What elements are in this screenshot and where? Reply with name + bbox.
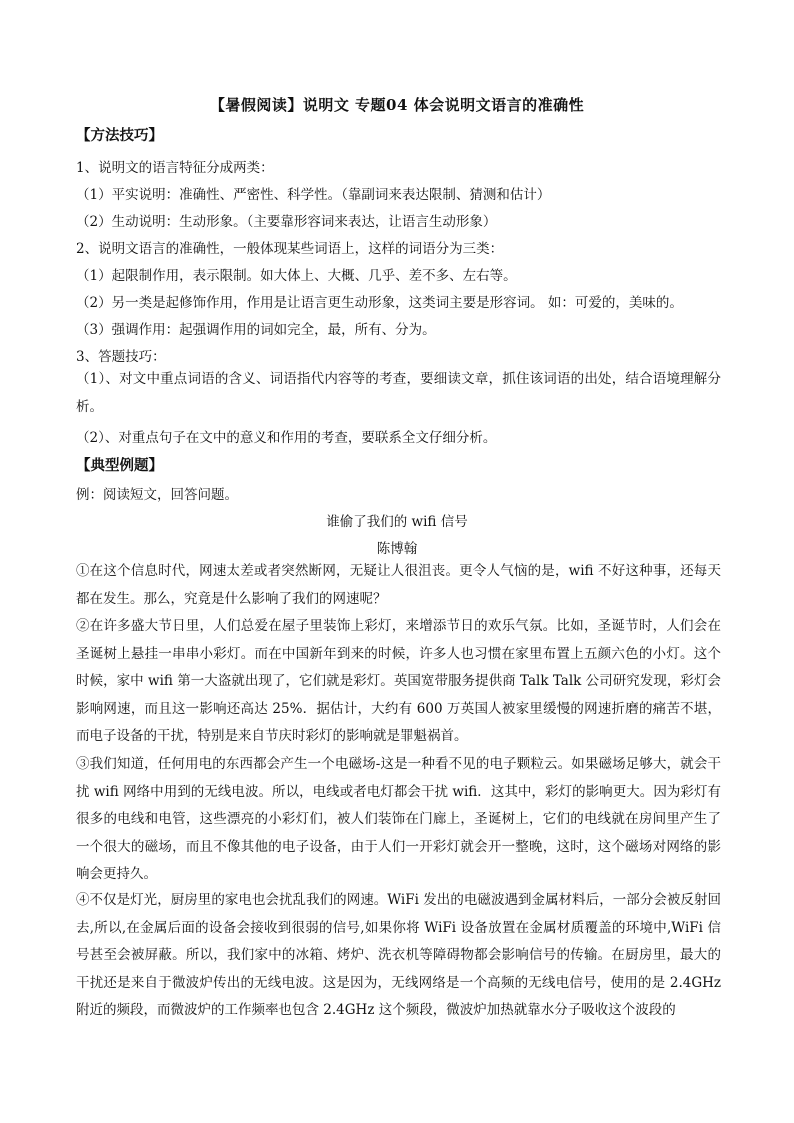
article-paragraph-4: ④不仅是灯光，厨房里的家电也会扰乱我们的网速。WiFi 发出的电磁波遇到金属材料后，一部分会被反射回去,所以,在金属后面的设备会接收到很弱的信号,如果你将 WiFi 设备放置在金属材质覆盖的环境中,WiFi 信号甚至会被屏蔽。所以，我们家中的冰箱、烤炉、洗衣机等障碍物都会影响信号的传输。在厨房里，最大的干扰还是来自于微波炉传出的无线电波。这是因为，无线网络是一个高频的无线电信号，使用的是 2.4GHz 附近的频段，而微波炉的工作频率也包含 2.4GHz 这个频段，微波炉加热就靠水分子吸收这个波段的	[76, 892, 721, 1018]
section-heading-examples: 【典型例题】	[76, 457, 163, 474]
article-author: 陈博翰	[376, 541, 418, 557]
method-line: 3、答题技巧：	[76, 349, 166, 365]
method-line: （2）生动说明：生动形象。（主要靠形容词来表达，让语言生动形象）	[76, 214, 497, 230]
article-title: 谁偷了我们的 wifi 信号	[326, 514, 468, 530]
method-line: （1）平实说明：准确性、严密性、科学性。（靠副词来表达限制、猜测和估计）	[76, 187, 551, 203]
page-title: 【暑假阅读】说明文 专题04 体会说明文语言的准确性	[209, 96, 585, 114]
method-line: （3）强调作用：起强调作用的词如完全，最，所有、分为。	[76, 322, 436, 338]
method-line: 2、说明文语言的准确性，一般体现某些词语上，这样的词语分为三类：	[76, 241, 504, 257]
article-paragraph-1: ①在这个信息时代，网速太差或者突然断网，无疑让人很沮丧。更令人气恼的是，wifi 不好这种事，还每天都在发生。那么，究竟是什么影响了我们的网速呢？	[76, 563, 721, 607]
method-line: （2）、对重点句子在文中的意义和作用的考查，要联系全文仔细分析。	[76, 430, 497, 446]
example-intro: 例：阅读短文，回答问题。	[76, 487, 238, 503]
method-line: （1）起限制作用，表示限制。如大体上、大概、几乎、差不多、左右等。	[76, 268, 517, 284]
section-heading-methods: 【方法技巧】	[76, 127, 163, 144]
method-line: 1、说明文的语言特征分成两类：	[76, 160, 274, 176]
article-paragraph-3: ③我们知道，任何用电的东西都会产生一个电磁场-这是一种看不见的电子颗粒云。如果磁场足够大，就会干扰 wifi 网络中用到的无线电波。所以，电线或者电灯都会干扰 wifi．这其中，彩灯的影响更大。因为彩灯有很多的电线和电管，这些漂亮的小彩灯们，被人们装饰在门廊上，圣诞树上，它们的电线就在房间里产生了一个很大的磁场，而且不像其他的电子设备，由于人们一开彩灯就会开一整晚，这时，这个磁场对网络的影响会更持久。	[76, 756, 721, 882]
method-line: （2）另一类是起修饰作用，作用是让语言更生动形象，这类词主要是形容词。 如：可爱的，美味的。	[76, 295, 683, 311]
method-paragraph: （1）、对文中重点词语的含义、词语指代内容等的考查，要细读文章，抓住该词语的出处，结合语境理解分析。	[76, 371, 721, 415]
article-paragraph-2: ②在许多盛大节日里，人们总爱在屋子里装饰上彩灯，来增添节日的欢乐气氛。比如，圣诞节时，人们会在圣诞树上悬挂一串串小彩灯。而在中国新年到来的时候，许多人也习惯在家里布置上五颜六色的小灯。这个时候，家中 wifi 第一大盗就出现了，它们就是彩灯。英国宽带服务提供商 Talk Talk 公司研究发现，彩灯会影响网速，而且这一影响还高达 25%．据估计，大约有 600 万英国人被家里缓慢的网速折磨的痛苦不堪，而电子设备的干扰，特别是来自节庆时彩灯的影响就是罪魁祸首。	[76, 618, 721, 744]
